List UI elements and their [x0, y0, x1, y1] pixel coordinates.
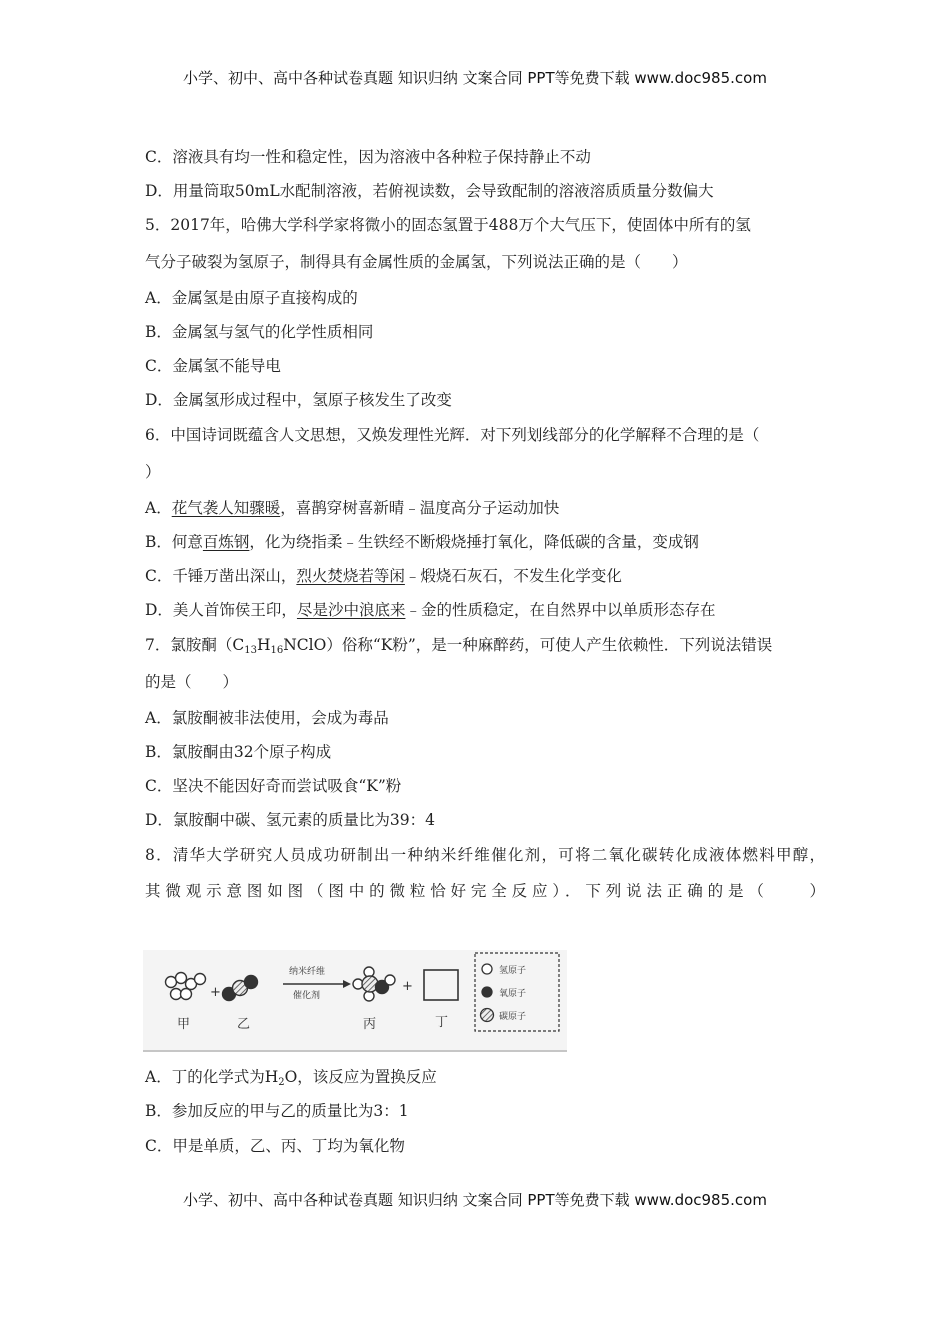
page-footer: 小学、初中、高中各种试卷真题 知识归纳 文案合同 PPT等免费下载 www.doc985.com [183, 1191, 767, 1209]
q8-option-c: C．甲是单质，乙、丙、丁均为氧化物 [145, 1137, 405, 1155]
carbon-atom-icon [481, 1009, 494, 1022]
q6-stem-line2: ） [145, 463, 161, 481]
arrow-head [343, 980, 351, 988]
product-bing-molecule [353, 967, 395, 1001]
page-header: 小学、初中、高中各种试卷真题 知识归纳 文案合同 PPT等免费下载 www.doc985.com [183, 69, 767, 87]
q7-option-b: B．氯胺酮由32个原子构成 [145, 743, 332, 761]
q7-stem-line2: 的是（ ） [145, 673, 239, 691]
underlined-verse: 尽是沙中浪底来 [296, 601, 406, 619]
q6-option-b: B．何意百炼钢，化为绕指柔﹣生铁经不断煅烧捶打氧化，降低碳的含量，变成钢 [145, 533, 699, 551]
q5-stem-line2: 气分子破裂为氢原子，制得具有金属性质的金属氢，下列说法正确的是（ ） [145, 253, 688, 271]
q5-option-d: D．金属氢形成过程中，氢原子核发生了改变 [145, 391, 452, 409]
q4-option-d: D．用量筒取50mL水配制溶液，若俯视读数，会导致配制的溶液溶质质量分数偏大 [145, 182, 714, 200]
q5-option-b: B．金属氢与氢气的化学性质相同 [145, 323, 374, 341]
q4-option-c: C．溶液具有均一性和稳定性，因为溶液中各种粒子保持静止不动 [145, 148, 591, 166]
q6-option-a: A．花气袭人知骤暖，喜鹊穿树喜新晴﹣温度高分子运动加快 [145, 499, 560, 517]
plus-sign: + [402, 979, 413, 994]
underlined-verse: 烈火焚烧若等闲 [296, 567, 405, 585]
q5-stem-line1: 5．2017年，哈佛大学科学家将微小的固态氢置于488万个大气压下，使固体中所有的氢 [145, 216, 751, 234]
plus-sign: + [210, 985, 221, 1000]
reaction-diagram [143, 950, 567, 1052]
legend-hydrogen: 氢原子 [499, 966, 527, 976]
hydrogen-atom-icon [482, 964, 492, 974]
underlined-verse: 百炼钢 [202, 533, 250, 551]
q7-option-d: D．氯胺酮中碳、氢元素的质量比为39：4 [145, 811, 436, 829]
arrow-label-bottom: 催化剂 [293, 991, 321, 1001]
arrow-label-top: 纳米纤维 [289, 967, 326, 977]
q8-option-b: B．参加反应的甲与乙的质量比为3：1 [145, 1102, 409, 1120]
reactant-yi-molecule [223, 976, 258, 1001]
legend-oxygen: 氧原子 [499, 989, 527, 999]
reactant-jia-molecules [166, 973, 206, 1000]
oxygen-atom-icon [482, 987, 492, 997]
q5-option-c: C．金属氢不能导电 [145, 357, 281, 375]
q7-option-c: C．坚决不能因好奇而尝试吸食“K”粉 [145, 777, 402, 795]
q8-stem-line1: 8．清华大学研究人员成功研制出一种纳米纤维催化剂，可将二氧化碳转化成液体燃料甲醇， [145, 846, 825, 864]
label-yi: 乙 [237, 1017, 251, 1032]
q7-option-a: A．氯胺酮被非法使用，会成为毒品 [145, 709, 389, 727]
q8-option-a: A．丁的化学式为$H_2O$，该反应为置换反应 [145, 1068, 437, 1088]
q8-stem-line2: 其微观示意图如图（图中的微粒恰好完全反应）．下列说法正确的是（ ） [145, 882, 825, 900]
q7-stem-line1: 7．氯胺酮$(C_{13}H_{16}NClO)$俗称“K粉”，是一种麻醉药，可使人产生依赖性．下列说法错误 [145, 636, 773, 656]
q5-option-a: A．金属氢是由原子直接构成的 [145, 289, 358, 307]
label-jia: 甲 [177, 1017, 191, 1032]
underlined-verse: 花气袭人知骤暖 [171, 499, 281, 517]
legend-carbon: 碳原子 [499, 1012, 527, 1022]
q6-stem-line1: 6．中国诗词既蕴含人文思想，又焕发理性光辉．对下列划线部分的化学解释不合理的是（ [145, 426, 760, 444]
label-bing: 丙 [363, 1017, 377, 1032]
q6-option-c: C．千锤万凿出深山，烈火焚烧若等闲﹣煅烧石灰石，不发生化学变化 [145, 567, 622, 585]
label-ding: 丁 [435, 1015, 449, 1030]
product-ding-box [424, 970, 458, 1000]
q6-option-d: D．美人首饰侯王印，尽是沙中浪底来﹣金的性质稳定，在自然界中以单质形态存在 [145, 601, 716, 619]
